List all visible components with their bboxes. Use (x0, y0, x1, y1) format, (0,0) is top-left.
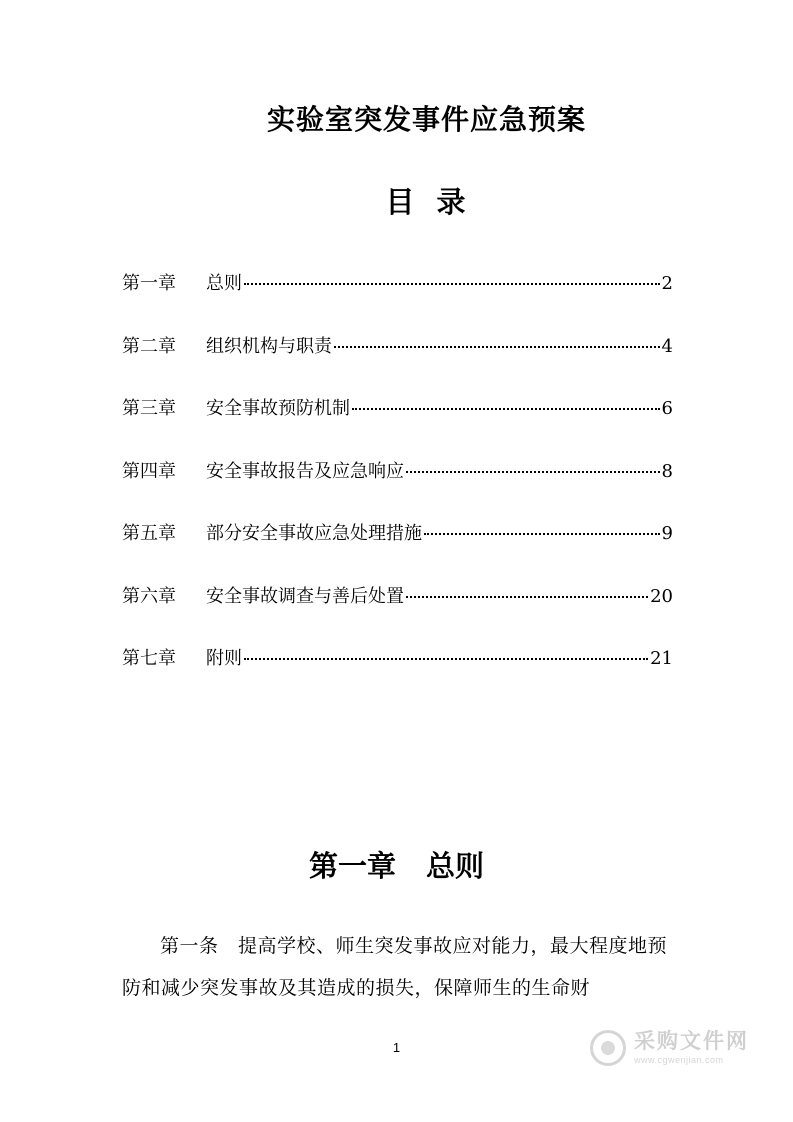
toc-chapter-label: 第六章 (122, 585, 176, 607)
toc-chapter-title: 部分安全事故应急处理措施 (206, 523, 422, 544)
chapter-title: 总则 (426, 849, 485, 883)
toc-entry-6[interactable] (122, 581, 673, 644)
toc-chapter-title: 安全事故报告及应急响应 (206, 460, 404, 482)
toc-chapter-label: 第四章 (122, 460, 176, 482)
body-paragraph: 第一条 提高学校、师生突发事故应对能力，最大程度地预防和减少突发事故及其造成的损失，保障师生的生命财 (122, 935, 668, 999)
toc-entry-1[interactable] (122, 268, 673, 331)
toc-chapter-label: 第二章 (122, 335, 176, 357)
toc-page-number: 20 (650, 585, 673, 607)
toc-heading (0, 180, 793, 221)
toc-entry-2[interactable] (122, 331, 673, 394)
toc-entry-3[interactable] (122, 393, 673, 456)
page-number: 1 (392, 1040, 401, 1055)
watermark-text (634, 1030, 749, 1066)
chapter-number: 第一章 (308, 849, 396, 883)
watermark-logo-icon (590, 1030, 626, 1066)
toc-page-number: 2 (661, 273, 673, 294)
watermark-url: www.cgwenjian.com (634, 1055, 724, 1065)
toc-chapter-title: 安全事故调查与善后处置 (206, 585, 404, 607)
toc-entry-5[interactable] (122, 518, 673, 581)
watermark (590, 1022, 780, 1074)
toc-page-number: 9 (661, 523, 673, 544)
table-of-contents (122, 268, 673, 706)
toc-chapter-label: 第五章 (122, 523, 176, 544)
toc-chapter-title: 安全事故预防机制 (206, 398, 350, 419)
toc-dot-leader (352, 408, 660, 410)
toc-dot-leader (334, 346, 660, 348)
toc-page-number: 21 (650, 648, 673, 669)
chapter-heading (0, 844, 793, 885)
toc-page-number: 4 (661, 335, 673, 357)
watermark-name: 采购文件网 (634, 1030, 749, 1053)
document-title: 实验室突发事件应急预案 (266, 103, 586, 136)
toc-chapter-label: 第三章 (122, 398, 176, 419)
toc-entry-7[interactable] (122, 643, 673, 706)
toc-dot-leader (406, 596, 648, 598)
toc-page-number: 6 (661, 398, 673, 419)
toc-entry-4[interactable] (122, 456, 673, 519)
toc-page-number: 8 (661, 460, 673, 482)
toc-heading-char-2: 录 (436, 185, 478, 219)
toc-chapter-label: 第一章 (122, 273, 176, 294)
toc-dot-leader (244, 658, 648, 660)
toc-chapter-title: 附则 (206, 648, 242, 669)
toc-chapter-title: 总则 (206, 273, 242, 294)
toc-dot-leader (424, 533, 660, 535)
toc-dot-leader (406, 471, 660, 473)
toc-dot-leader (244, 283, 660, 285)
toc-chapter-title: 组织机构与职责 (206, 335, 332, 357)
toc-chapter-label: 第七章 (122, 648, 176, 669)
toc-heading-char-1: 目 (385, 185, 427, 219)
